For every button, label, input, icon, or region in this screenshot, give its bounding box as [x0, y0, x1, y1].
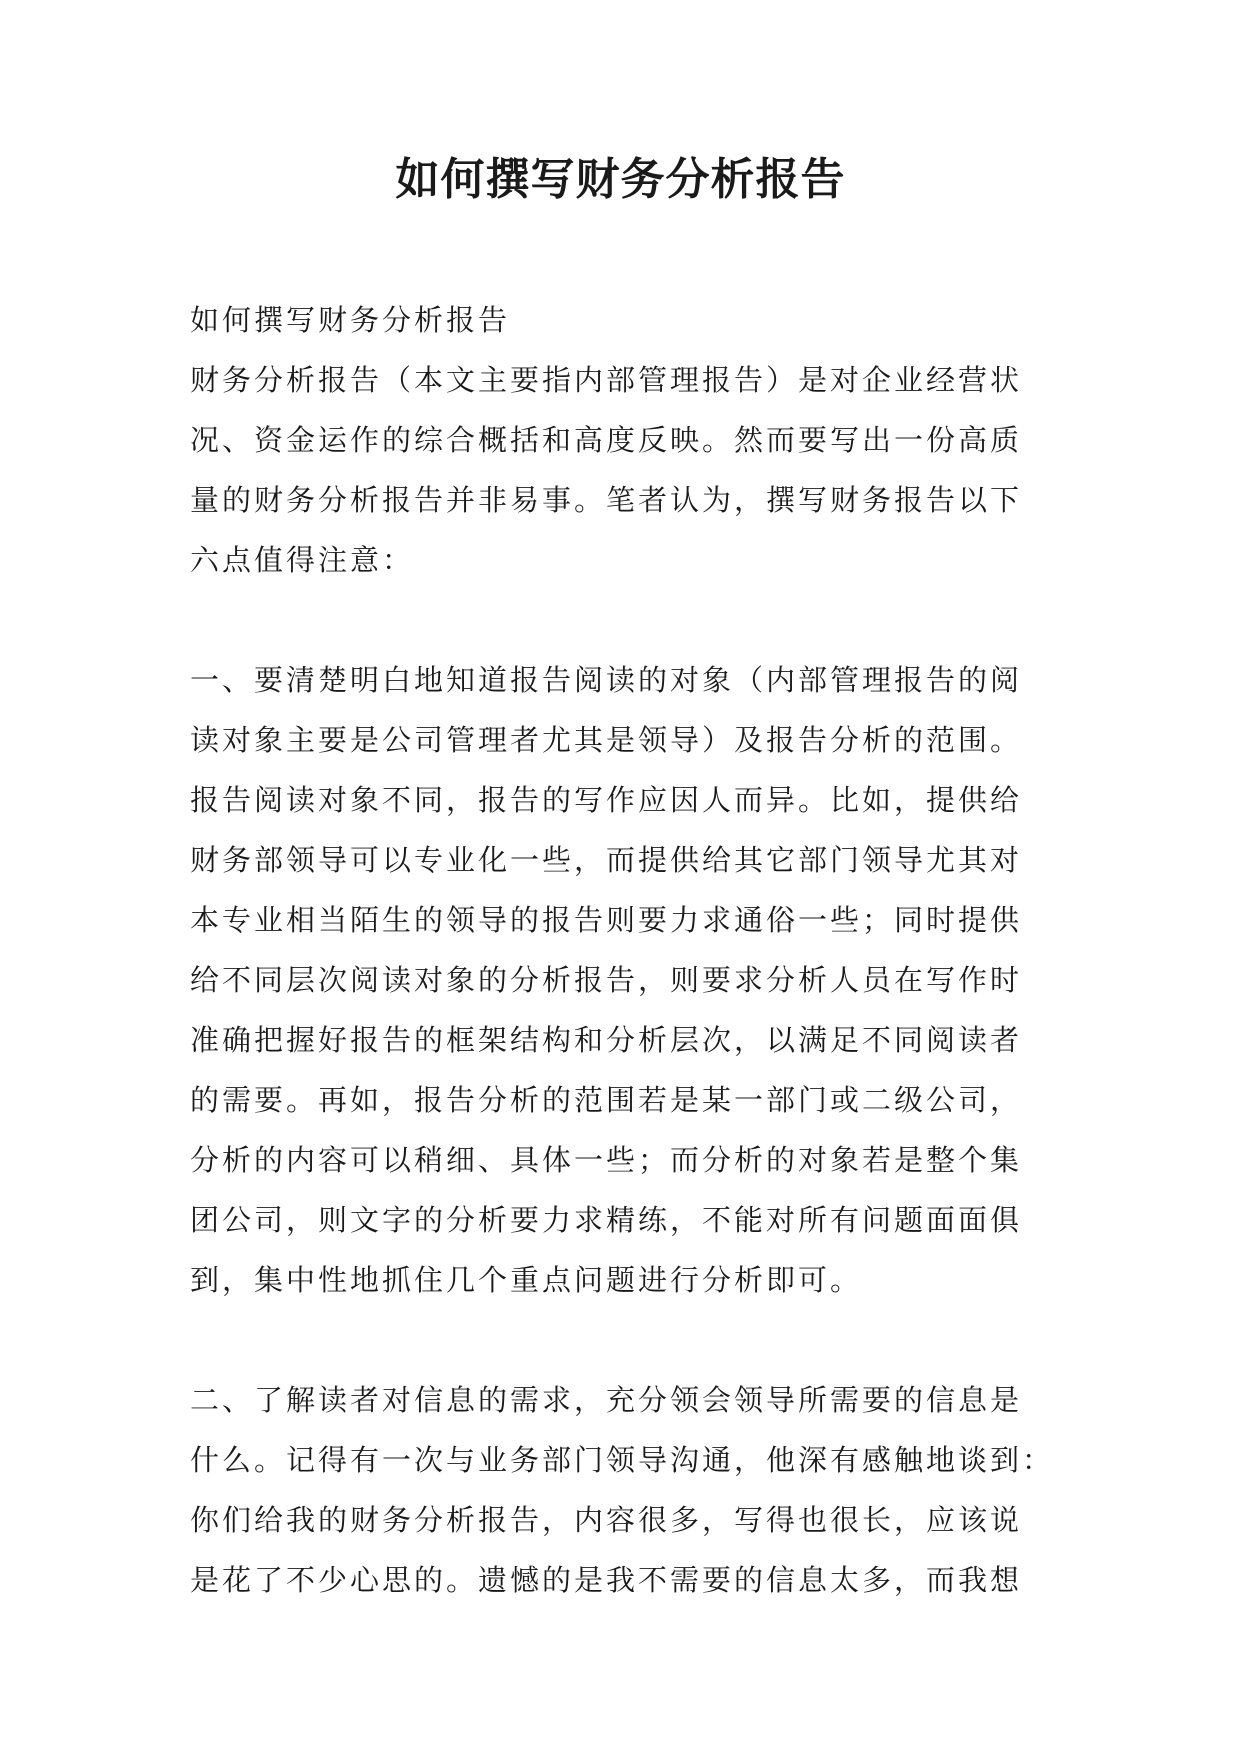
text-line: 量的财务分析报告并非易事。笔者认为，撰写财务报告以下: [190, 483, 1023, 517]
paragraph-gap: [190, 590, 1060, 650]
text-line: 财务部领导可以专业化一些，而提供给其它部门领导尤其对: [190, 843, 1023, 877]
text-line: 准确把握好报告的框架结构和分析层次，以满足不同阅读者: [190, 1023, 1023, 1057]
text-line: 一、要清楚明白地知道报告阅读的对象（内部管理报告的阅: [190, 663, 1023, 697]
text-line: 如何撰写财务分析报告: [190, 303, 511, 337]
text-line: 况、资金运作的综合概括和高度反映。然而要写出一份高质: [190, 423, 1023, 457]
text-line: 到，集中性地抓住几个重点问题进行分析即可。: [190, 1263, 863, 1297]
text-line: 报告阅读对象不同，报告的写作应因人而异。比如，提供给: [190, 783, 1023, 817]
text-line: 你们给我的财务分析报告，内容很多，写得也很长，应该说: [190, 1503, 1023, 1537]
text-line: 六点值得注意：: [190, 543, 415, 577]
document-title: 如何撰写财务分析报告: [395, 154, 846, 205]
text-line: 财务分析报告（本文主要指内部管理报告）是对企业经营状: [190, 363, 1023, 397]
text-line: 读对象主要是公司管理者尤其是领导）及报告分析的范围。: [190, 723, 1023, 757]
document-body: [190, 290, 1060, 1610]
paragraph-gap: [190, 1310, 1060, 1370]
text-line: 给不同层次阅读对象的分析报告，则要求分析人员在写作时: [190, 963, 1023, 997]
text-line: 的需要。再如，报告分析的范围若是某一部门或二级公司，: [190, 1083, 1023, 1117]
text-line: 本专业相当陌生的领导的报告则要力求通俗一些；同时提供: [190, 903, 1023, 937]
text-line: 分析的内容可以稍细、具体一些；而分析的对象若是整个集: [190, 1143, 1023, 1177]
text-line: 是花了不少心思的。遗憾的是我不需要的信息太多，而我想: [190, 1563, 1023, 1597]
text-line: 二、了解读者对信息的需求，充分领会领导所需要的信息是: [190, 1383, 1023, 1417]
text-line: 什么。记得有一次与业务部门领导沟通，他深有感触地谈到：: [190, 1443, 1055, 1477]
text-line: 团公司，则文字的分析要力求精练，不能对所有问题面面俱: [190, 1203, 1023, 1237]
